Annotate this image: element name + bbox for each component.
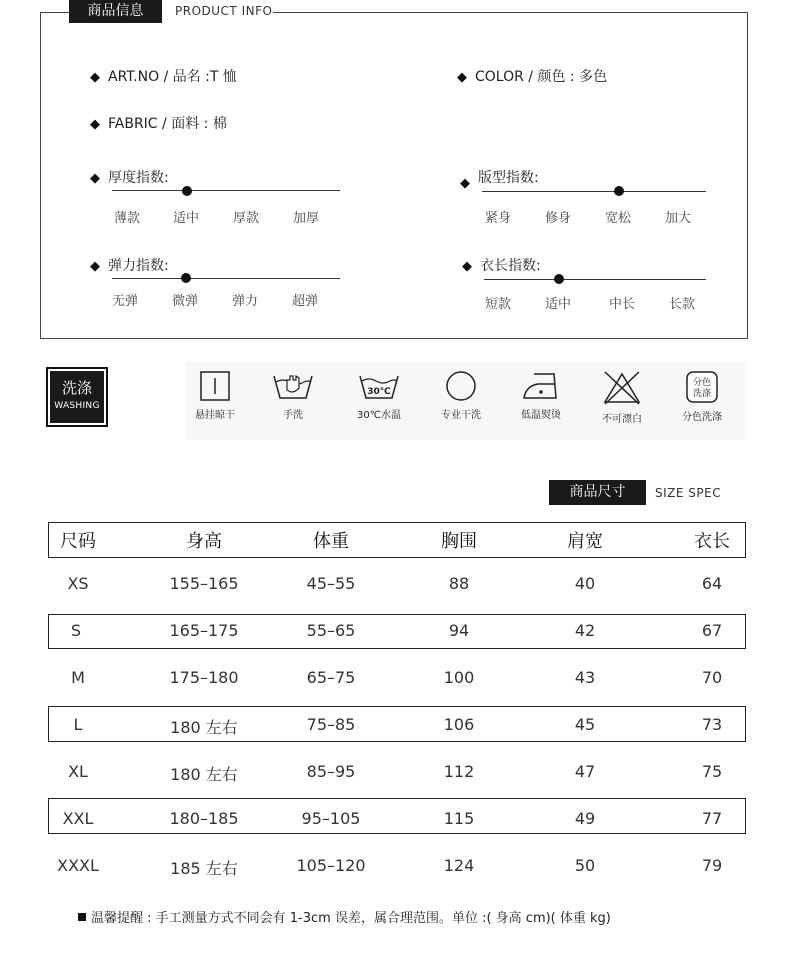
wash-item <box>421 362 501 421</box>
gauge-fit-label: 宽松 <box>605 211 632 226</box>
gauge-thickness-label: 加厚 <box>293 211 320 226</box>
gauge-elasticity-label: 微弹 <box>172 294 199 309</box>
gauge-thickness-title: ◆ 厚度指数: <box>90 170 169 186</box>
low-iron-icon <box>520 370 562 402</box>
svg-text:30℃: 30℃ <box>367 387 391 397</box>
table-cell: L <box>73 715 83 734</box>
dry-clean-icon <box>443 370 479 402</box>
gauge-length-label: 中长 <box>609 297 636 312</box>
wash-label: 手洗 <box>283 410 303 421</box>
gauge-elasticity-label: 超弹 <box>292 294 319 309</box>
table-cell: 105–120 <box>296 856 366 875</box>
diamond-icon: ◆ <box>90 70 100 85</box>
gauge-elasticity-label: 弹力 <box>232 294 259 309</box>
table-header-row <box>48 522 746 558</box>
table-cell: 94 <box>448 621 470 640</box>
table-cell: 40 <box>574 574 596 593</box>
table-cell: 185 左右 <box>170 859 238 878</box>
separate-wash-icon <box>684 370 720 404</box>
gauge-length-label: 短款 <box>485 297 512 312</box>
gauge-thickness-marker <box>182 186 192 196</box>
table-cell: 75–85 <box>306 715 356 734</box>
gauge-length-label: 适中 <box>545 297 572 312</box>
gauge-fit-label: 修身 <box>545 211 572 226</box>
gauge-elasticity-title: ◆ 弹力指数: <box>90 258 169 274</box>
washing-panel <box>185 362 745 440</box>
table-row-border <box>48 706 746 742</box>
gauge-thickness-label: 厚款 <box>233 211 260 226</box>
table-cell: 55–65 <box>306 621 356 640</box>
table-cell: 79 <box>701 856 723 875</box>
header-height: 身高 <box>186 531 222 552</box>
table-cell: 124 <box>443 856 475 875</box>
divider <box>40 12 71 13</box>
svg-text:洗涤: 洗涤 <box>692 389 712 399</box>
wash-30-icon <box>358 370 400 402</box>
gauge-length-label: 长款 <box>669 297 696 312</box>
wash-label: 分色洗涤 <box>682 412 722 423</box>
washing-tag-cn: 洗涤 <box>61 379 92 397</box>
diamond-icon: ◆ <box>90 171 100 186</box>
table-cell: 50 <box>574 856 596 875</box>
gauge-length-track <box>484 279 706 280</box>
table-cell: 73 <box>701 715 723 734</box>
table-cell: 42 <box>574 621 596 640</box>
gauge-thickness-label: 适中 <box>173 211 200 226</box>
gauge-thickness-track <box>112 190 340 191</box>
table-row-border <box>48 614 746 649</box>
table-cell: 45 <box>574 715 596 734</box>
table-cell: XS <box>67 574 89 593</box>
washing-tag <box>46 367 108 427</box>
header-chest: 胸围 <box>441 531 477 552</box>
table-cell: 115 <box>443 809 475 828</box>
gauge-elasticity-label: 无弹 <box>112 294 139 309</box>
product-info-tag: 商品信息 <box>69 0 162 23</box>
table-cell: 64 <box>701 574 723 593</box>
table-cell: 88 <box>448 574 470 593</box>
no-bleach-icon <box>601 370 643 406</box>
table-row-border <box>48 798 746 834</box>
table-cell: S <box>70 621 82 640</box>
size-note <box>78 907 611 926</box>
header-weight: 体重 <box>313 531 349 552</box>
diamond-icon: ◆ <box>460 176 470 191</box>
diamond-icon: ◆ <box>462 259 472 274</box>
table-cell: XL <box>68 762 88 781</box>
gauge-fit-track <box>482 191 706 192</box>
wash-label: 30℃水温 <box>357 410 401 421</box>
gauge-fit-label: 加大 <box>665 211 692 226</box>
table-cell: 47 <box>574 762 596 781</box>
square-bullet-icon <box>78 913 86 921</box>
table-cell: XXL <box>62 809 94 828</box>
gauge-elasticity-marker <box>181 273 191 283</box>
header-length: 衣长 <box>694 531 730 552</box>
diamond-icon: ◆ <box>90 117 100 132</box>
wash-label: 不可漂白 <box>602 414 642 425</box>
wash-item <box>339 362 419 421</box>
wash-label: 低温熨烫 <box>521 410 561 421</box>
header-shoulder: 肩宽 <box>567 531 603 552</box>
table-cell: 165–175 <box>169 621 239 640</box>
wash-label: 悬挂晾干 <box>195 410 235 421</box>
table-cell: 95–105 <box>301 809 361 828</box>
table-cell: 100 <box>443 668 475 687</box>
table-cell: M <box>71 668 85 687</box>
size-spec-tag: 商品尺寸 <box>549 480 646 505</box>
wash-item <box>175 362 255 421</box>
table-cell: 180–185 <box>169 809 239 828</box>
gauge-elasticity-track <box>112 278 340 279</box>
attr-fabric: ◆ FABRIC / 面料 : 棉 <box>90 116 227 132</box>
table-cell: 77 <box>701 809 723 828</box>
gauge-length-title: ◆ 衣长指数: <box>462 258 541 274</box>
diamond-icon: ◆ <box>90 259 100 274</box>
table-cell: 67 <box>701 621 723 640</box>
hang-dry-icon <box>199 370 231 402</box>
attr-color: ◆ COLOR / 颜色 : 多色 <box>457 69 608 85</box>
size-note-text: 温馨提醒 : 手工测量方式不同会有 1-3cm 误差，属合理范围。单位 :( 身高 cm)( 体重 kg) <box>91 911 611 926</box>
table-cell: 112 <box>443 762 475 781</box>
table-cell: 49 <box>574 809 596 828</box>
wash-label: 专业干洗 <box>441 410 481 421</box>
gauge-fit-title: ◆ 版型指数: <box>460 170 539 191</box>
divider <box>273 12 748 13</box>
product-info-title-en: PRODUCT INFO <box>175 4 273 18</box>
gauge-length-marker <box>554 274 564 284</box>
table-cell: 43 <box>574 668 596 687</box>
size-spec-title-en: SIZE SPEC <box>655 486 722 500</box>
gauge-thickness-label: 薄款 <box>114 211 141 226</box>
wash-item <box>501 362 581 421</box>
gauge-fit-label: 紧身 <box>485 211 512 226</box>
table-cell: 70 <box>701 668 723 687</box>
table-cell: 155–165 <box>169 574 239 593</box>
hand-wash-icon <box>272 370 314 402</box>
attr-art-no: ◆ ART.NO / 品名 :T 恤 <box>90 69 237 85</box>
wash-item <box>253 362 333 421</box>
table-cell: 106 <box>443 715 475 734</box>
washing-tag-en: WASHING <box>54 401 100 411</box>
header-size: 尺码 <box>60 531 96 552</box>
wash-item <box>582 362 662 425</box>
table-cell: 175–180 <box>169 668 239 687</box>
table-cell: 85–95 <box>306 762 356 781</box>
table-cell: 75 <box>701 762 723 781</box>
table-cell: XXXL <box>57 856 99 875</box>
table-cell: 180 左右 <box>170 765 238 784</box>
table-cell: 180 左右 <box>170 718 238 737</box>
diamond-icon: ◆ <box>457 70 467 85</box>
table-cell: 45–55 <box>306 574 356 593</box>
svg-text:分色: 分色 <box>692 378 712 388</box>
wash-item <box>662 362 742 423</box>
gauge-fit-marker <box>614 186 624 196</box>
table-cell: 65–75 <box>306 668 356 687</box>
